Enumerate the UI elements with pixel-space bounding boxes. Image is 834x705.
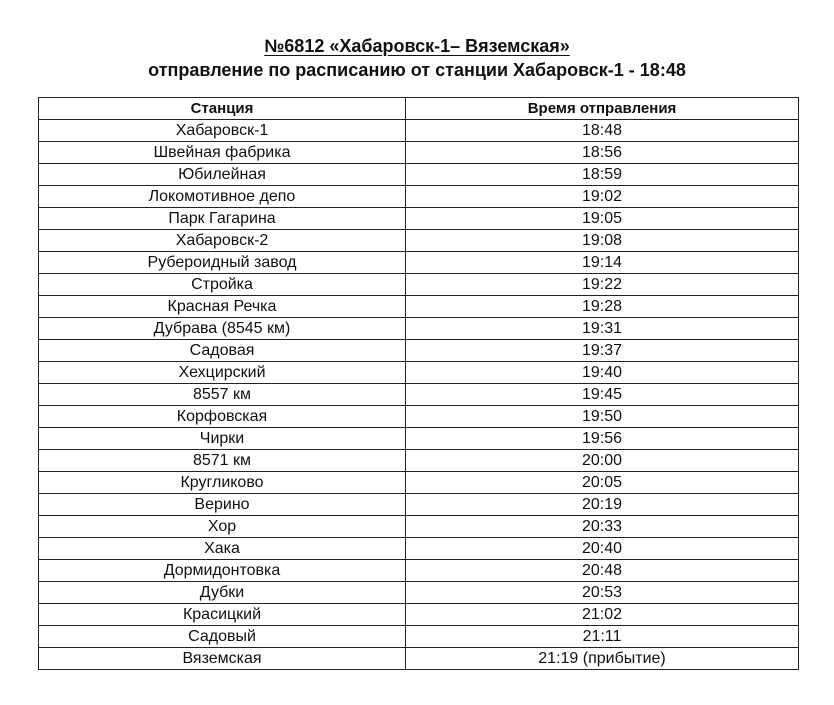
time-cell: 20:33 [406,516,799,538]
time-cell: 19:05 [406,208,799,230]
station-cell: Красная Речка [39,296,406,318]
time-cell: 21:19 (прибытие) [406,648,799,670]
station-cell: 8571 км [39,450,406,472]
station-cell: Садовая [39,340,406,362]
document-header [0,34,834,82]
station-cell: Хехцирский [39,362,406,384]
time-cell: 18:59 [406,164,799,186]
column-header-departure-time: Время отправления [406,98,799,120]
time-cell: 18:56 [406,142,799,164]
table-row [39,450,799,472]
table-row [39,362,799,384]
table-row [39,626,799,648]
column-header-station: Станция [39,98,406,120]
table-row [39,428,799,450]
station-cell: Юбилейная [39,164,406,186]
time-cell: 19:02 [406,186,799,208]
station-cell: 8557 км [39,384,406,406]
schedule-table [38,97,799,670]
station-cell: Хабаровск-1 [39,120,406,142]
time-cell: 19:40 [406,362,799,384]
station-cell: Кругликово [39,472,406,494]
table-row [39,648,799,670]
time-cell: 19:08 [406,230,799,252]
time-cell: 20:40 [406,538,799,560]
station-cell: Локомотивное депо [39,186,406,208]
station-cell: Дормидонтовка [39,560,406,582]
station-cell: Стройка [39,274,406,296]
time-cell: 20:05 [406,472,799,494]
table-body [39,120,799,670]
time-cell: 20:00 [406,450,799,472]
table-row [39,318,799,340]
table-header [39,98,799,120]
station-cell: Верино [39,494,406,516]
station-cell: Парк Гагарина [39,208,406,230]
table-row [39,208,799,230]
time-cell: 19:14 [406,252,799,274]
table-row [39,340,799,362]
table-row [39,472,799,494]
station-cell: Дубрава (8545 км) [39,318,406,340]
station-cell: Хака [39,538,406,560]
time-cell: 20:48 [406,560,799,582]
table-row [39,186,799,208]
header-row [39,98,799,120]
table-row [39,142,799,164]
table-row [39,516,799,538]
table-row [39,274,799,296]
table-row [39,604,799,626]
station-cell: Вяземская [39,648,406,670]
table-row [39,252,799,274]
station-cell: Корфовская [39,406,406,428]
table-row [39,230,799,252]
table-row [39,560,799,582]
schedule-title: №6812 «Хабаровск-1– Вяземская» [264,36,570,56]
station-cell: Красицкий [39,604,406,626]
time-cell: 19:28 [406,296,799,318]
station-cell: Швейная фабрика [39,142,406,164]
table-row [39,538,799,560]
table-row [39,120,799,142]
station-cell: Хабаровск-2 [39,230,406,252]
station-cell: Хор [39,516,406,538]
station-cell: Садовый [39,626,406,648]
time-cell: 19:50 [406,406,799,428]
schedule-subtitle: отправление по расписанию от станции Хабаровск-1 - 18:48 [148,60,686,80]
time-cell: 19:56 [406,428,799,450]
station-cell: Чирки [39,428,406,450]
time-cell: 19:45 [406,384,799,406]
time-cell: 21:02 [406,604,799,626]
time-cell: 19:37 [406,340,799,362]
time-cell: 19:31 [406,318,799,340]
time-cell: 21:11 [406,626,799,648]
time-cell: 19:22 [406,274,799,296]
table-row [39,296,799,318]
time-cell: 20:19 [406,494,799,516]
table-row [39,164,799,186]
table-row [39,582,799,604]
time-cell: 18:48 [406,120,799,142]
time-cell: 20:53 [406,582,799,604]
table-row [39,406,799,428]
station-cell: Дубки [39,582,406,604]
table-row [39,384,799,406]
station-cell: Рубероидный завод [39,252,406,274]
table-row [39,494,799,516]
